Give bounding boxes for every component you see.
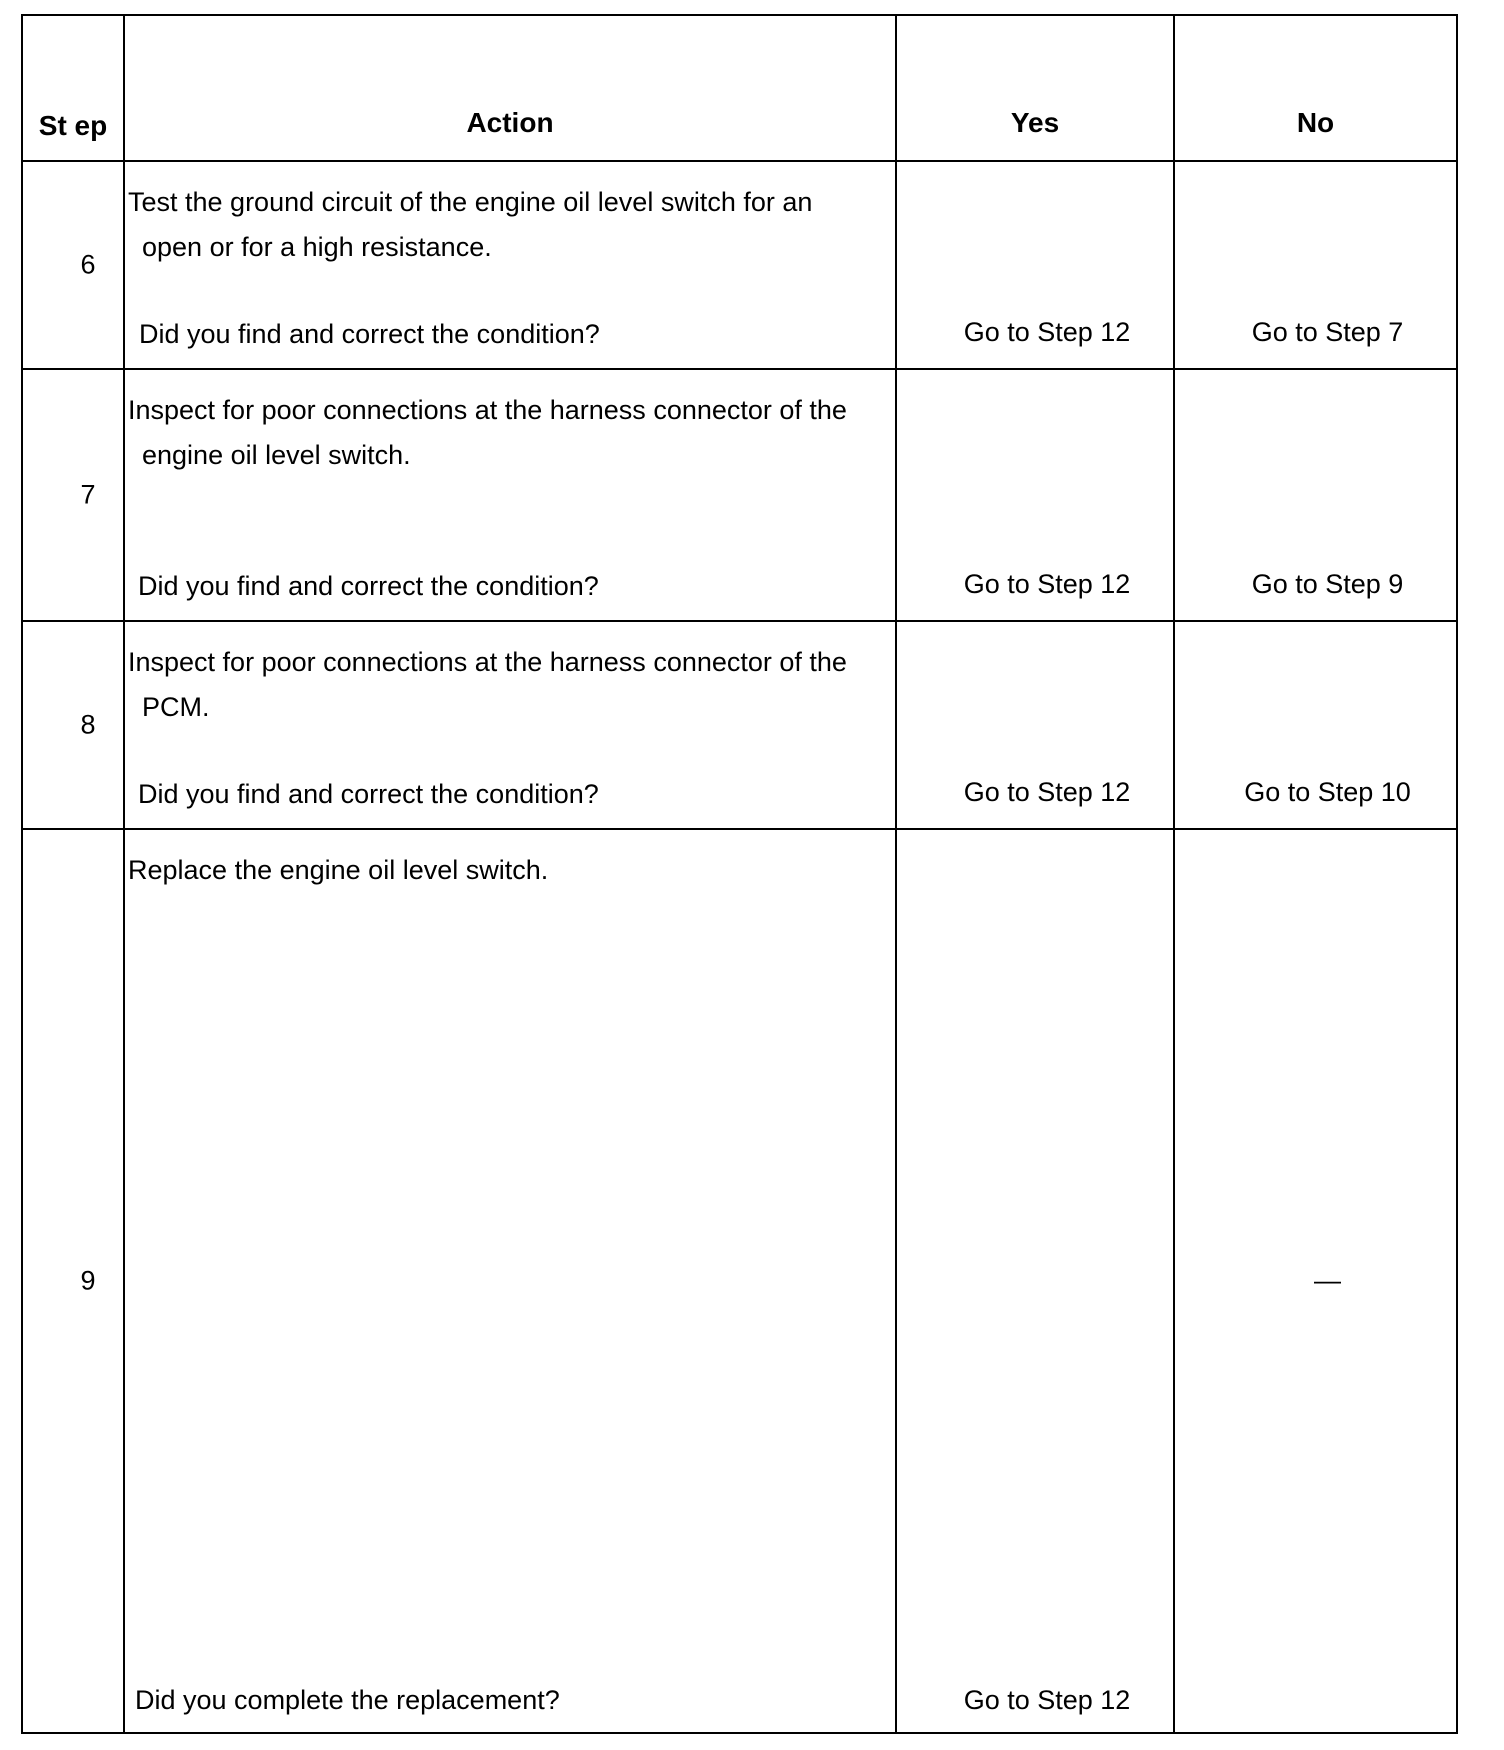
header-no: No [1296,107,1335,138]
action-cell [124,161,896,369]
action-line-1: Test the ground circuit of the engine oil level switch for an [128,187,813,217]
header-action: Action [466,107,554,138]
header-no-cell [1174,15,1457,161]
step-cell [22,621,124,829]
action-text [128,388,883,478]
no-result: Go to Step 7 [1251,317,1404,347]
action-cell [124,829,896,1733]
header-yes-cell [896,15,1174,161]
action-line-1: Inspect for poor connections at the harness connector of the [128,647,847,677]
yes-result: Go to Step 12 [963,1685,1131,1715]
action-line-2: PCM. [142,692,210,722]
action-text [128,180,883,270]
action-line-1: Inspect for poor connections at the harness connector of the [128,395,847,425]
no-result-dash: — [1314,1265,1341,1296]
yes-cell [896,829,1174,1733]
step-cell [22,161,124,369]
action-line-2: open or for a high resistance. [142,232,492,262]
action-cell [124,621,896,829]
yes-result: Go to Step 12 [963,569,1131,599]
table-row-step-8 [22,621,1457,829]
action-line-1: Replace the engine oil level switch. [128,855,549,885]
yes-cell [896,369,1174,621]
action-line-2: engine oil level switch. [142,440,411,470]
yes-result: Go to Step 12 [963,777,1131,807]
table-row-step-6 [22,161,1457,369]
action-question: Did you complete the replacement? [135,1685,560,1715]
no-cell [1174,369,1457,621]
step-number: 8 [80,709,96,740]
step-number: 9 [80,1265,96,1296]
step-cell [22,369,124,621]
table-header-row [22,15,1457,161]
no-cell [1174,621,1457,829]
step-number: 7 [80,479,96,510]
yes-result: Go to Step 12 [963,317,1131,347]
action-question: Did you find and correct the condition? [138,571,599,601]
action-text [128,848,883,893]
header-action-cell [124,15,896,161]
step-cell [22,829,124,1733]
header-step-cell [22,15,124,161]
no-cell [1174,829,1457,1733]
header-step: St ep [38,110,108,141]
table-row-step-9 [22,829,1457,1733]
action-question: Did you find and correct the condition? [138,779,599,809]
no-result: Go to Step 9 [1251,569,1404,599]
action-text [128,640,883,730]
no-result: Go to Step 10 [1244,777,1411,807]
action-question: Did you find and correct the condition? [139,319,600,349]
yes-cell [896,161,1174,369]
table-row-step-7 [22,369,1457,621]
no-cell [1174,161,1457,369]
step-number: 6 [80,249,96,280]
yes-cell [896,621,1174,829]
action-cell [124,369,896,621]
header-yes: Yes [1010,107,1060,138]
diagnostic-table [21,14,1458,1734]
